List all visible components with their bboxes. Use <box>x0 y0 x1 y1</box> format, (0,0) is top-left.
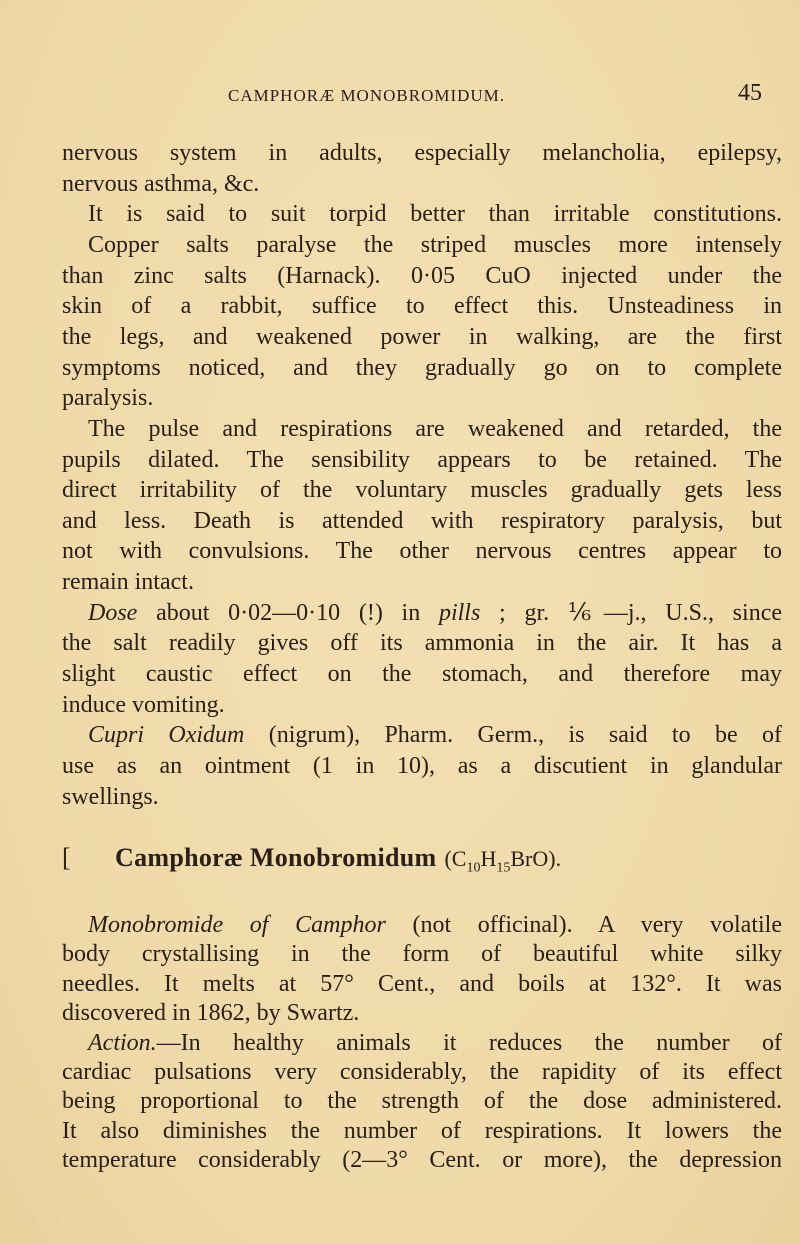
text-line <box>88 199 782 229</box>
formula-part: BrO). <box>510 846 562 871</box>
text-line <box>62 261 782 291</box>
text-line <box>62 1145 782 1175</box>
text-line <box>88 910 782 940</box>
heading-title: Camphoræ Monobromidum <box>115 843 437 872</box>
section-heading <box>62 842 561 884</box>
text-line <box>88 1028 782 1058</box>
text-line <box>88 598 782 628</box>
text-segment: needles. It melts at 57° Cent., and boils at 132°. It was <box>62 970 782 997</box>
italic-text: pills <box>438 599 481 626</box>
text-line <box>62 536 782 566</box>
text-line <box>62 659 782 689</box>
text-segment: ; gr. ⅙—j., U.S., since <box>480 599 782 626</box>
text-segment: the salt readily gives off its ammonia in the air. It has a <box>62 630 782 657</box>
italic-text: Action. <box>88 1029 157 1056</box>
text-line <box>62 939 782 969</box>
text-segment: about 0·02—0·10 (!) in <box>137 599 439 626</box>
text-line <box>62 782 782 812</box>
text-line <box>62 353 782 383</box>
text-segment: pupils dilated. The sensibility appears to be retained. The <box>62 446 782 473</box>
text-segment: remain intact. <box>62 569 194 596</box>
text-line <box>62 1057 782 1087</box>
text-segment: nervous system in adults, especially melancholia, epilepsy, <box>62 140 782 166</box>
text-line <box>62 628 782 658</box>
text-segment: skin of a rabbit, suffice to effect this. Unsteadiness in <box>62 293 782 320</box>
text-line <box>62 969 782 999</box>
text-segment: cardiac pulsations very considerably, the rapidity of its effect <box>62 1059 782 1085</box>
text-segment: than zinc salts (Harnack). 0·05 CuO injected under the <box>62 262 782 289</box>
text-segment: not with convulsions. The other nervous centres appear to <box>62 538 782 565</box>
text-line <box>62 998 782 1028</box>
running-head: CAMPHORÆ MONOBROMIDUM. <box>228 86 506 105</box>
text-segment: induce vomiting. <box>62 691 225 718</box>
text-segment: (not officinal). A very volatile <box>385 912 782 938</box>
text-line <box>62 690 782 720</box>
text-line <box>62 751 782 781</box>
text-line <box>62 445 782 475</box>
text-segment: being proportional to the strength of the dose administered. <box>62 1088 782 1115</box>
italic-text: Monobromide of Camphor <box>88 912 386 938</box>
text-line <box>88 230 782 260</box>
text-line <box>88 720 782 750</box>
text-line <box>88 414 782 444</box>
heading-bracket: [ <box>62 843 71 872</box>
text-segment: It also diminishes the number of respirations. It lowers the <box>62 1117 782 1144</box>
text-segment: and less. Death is attended with respiratory paralysis, but <box>62 507 782 534</box>
text-segment: temperature considerably (2—3° Cent. or more), the depression <box>62 1147 782 1174</box>
text-line <box>62 567 782 597</box>
text-segment: (nigrum), Pharm. Germ., is said to be of <box>244 722 783 749</box>
text-line <box>62 1116 782 1146</box>
text-segment: the legs, and weakened power in walking, are the first <box>62 323 782 350</box>
text-line <box>62 383 782 413</box>
italic-text: Cupri Oxidum <box>88 722 245 749</box>
text-line <box>62 169 782 199</box>
text-segment: nervous asthma, &c. <box>62 170 260 197</box>
chemical-formula <box>444 846 562 876</box>
page-number: 45 <box>738 80 762 106</box>
formula-part: H <box>480 846 497 871</box>
text-segment: Copper salts paralyse the striped muscles more intensely <box>88 231 782 258</box>
formula-subscript: 15 <box>496 860 511 876</box>
text-line <box>62 506 782 536</box>
text-segment: direct irritability of the voluntary muscles gradually gets less <box>62 477 782 504</box>
text-line <box>62 291 782 321</box>
text-line <box>62 138 782 168</box>
text-segment: discovered in 1862, by Swartz. <box>62 1000 360 1027</box>
text-segment: It is said to suit torpid better than irritable constitutions. <box>88 201 782 228</box>
text-segment: paralysis. <box>62 385 154 412</box>
formula-part: (C <box>444 846 467 871</box>
text-segment: —In healthy animals it reduces the number of <box>156 1029 782 1056</box>
formula-subscript: 10 <box>466 860 481 876</box>
text-segment: slight caustic effect on the stomach, and therefore may <box>62 661 782 688</box>
text-segment: use as an ointment (1 in 10), as a discutient in glandular <box>62 753 782 779</box>
text-line <box>62 322 782 352</box>
text-segment: symptoms noticed, and they gradually go on to complete <box>62 354 782 381</box>
text-segment: swellings. <box>62 783 159 810</box>
text-segment: The pulse and respirations are weakened and retarded, the <box>88 415 782 442</box>
text-segment: body crystallising in the form of beautiful white silky <box>62 941 782 968</box>
italic-text: Dose <box>88 599 138 626</box>
text-line <box>62 1086 782 1116</box>
text-line <box>62 475 782 505</box>
